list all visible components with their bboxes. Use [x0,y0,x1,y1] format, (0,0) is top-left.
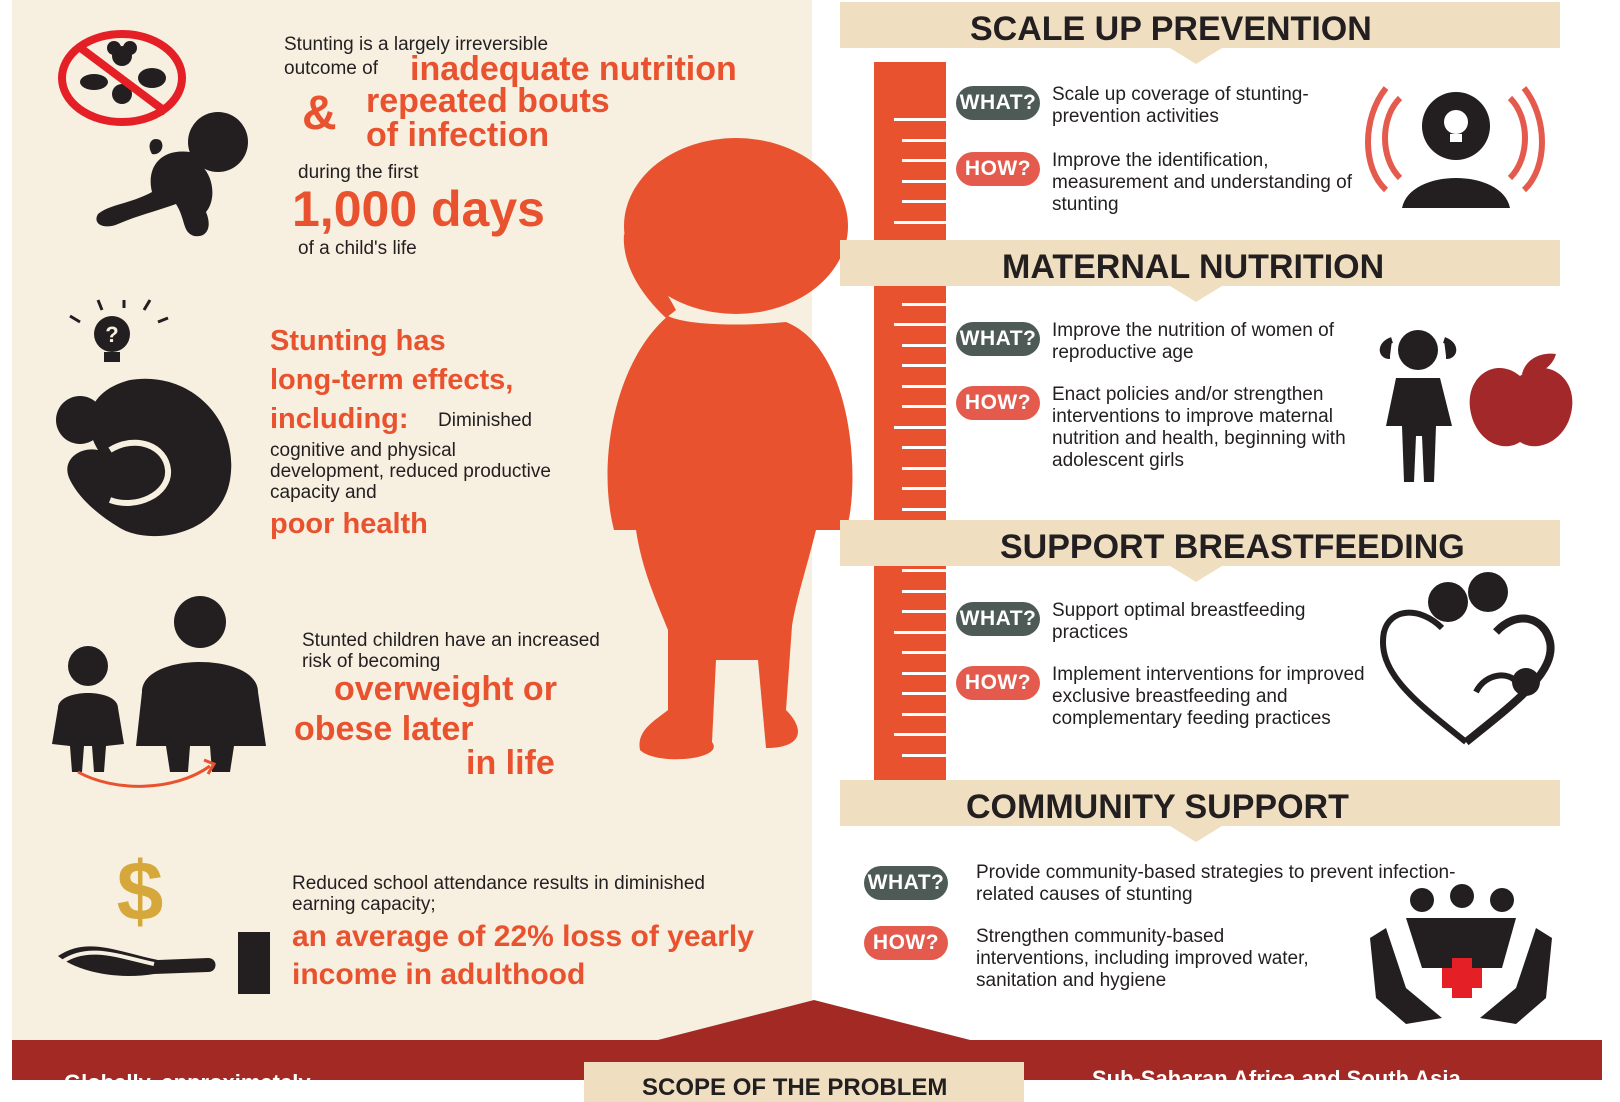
what-pill: WHAT? [956,86,1040,120]
poor-health-text: poor health [270,508,428,540]
dollar-hand-icon [58,840,278,990]
ruler-tick [894,118,946,121]
ruler-tick [902,139,946,142]
thousand-days-text: 1,000 days [292,181,545,237]
banner-support-breastfeeding [840,520,1560,566]
in-life-text: in life [466,744,555,782]
what-text: Support optimal breastfeeding practices [1052,600,1306,643]
ruler-tick [902,713,946,716]
ruler-tick [902,405,946,408]
what-text: Provide community-based strategies to prevent infection-related causes of stunting [976,862,1456,905]
footer-right-text: Sub-Saharan Africa and South Asia [1092,1066,1461,1091]
how-text: Enact policies and/or strengthen interventions to improve maternal nutrition and health, beginning with adolescent girls [1052,384,1346,471]
section-title: SCALE UP PREVENTION [970,10,1372,48]
heading-line-1: Stunting has [270,325,446,357]
how-pill: HOW? [956,152,1040,186]
how-text: Strengthen community-based interventions, including improved water, sanitation and hygiene [976,926,1309,991]
how-pill: HOW? [864,926,948,960]
ruler-tick [894,631,946,634]
section-title: SUPPORT BREASTFEEDING [1000,528,1465,566]
crawling-baby-icon [90,108,260,248]
repeated-bouts-line: repeated bouts [366,82,610,120]
ruler-tick [902,446,946,449]
of-infection-line: of infection [366,116,550,154]
section-title: MATERNAL NUTRITION [1002,248,1385,286]
how-text: Implement interventions for improved exclusive breastfeeding and complementary feeding practices [1052,664,1365,729]
footer-ribbon-text: SCOPE OF THE PROBLEM [642,1074,948,1101]
repeated-bouts-text [366,84,610,152]
how-pill: HOW? [956,386,1040,420]
overweight-risk-text: Stunted children have an increased risk of becoming [302,630,600,672]
ruler-tick [894,323,946,326]
effects-body-text: cognitive and physical development, reduced productive capacity and [270,440,551,503]
inadequate-nutrition-text: inadequate nutrition [410,50,737,88]
what-pill: WHAT? [956,322,1040,356]
how-text: Improve the identification, measurement and understanding of stunting [1052,150,1352,215]
head-bulb-icon [1370,78,1540,218]
ruler-tick [902,508,946,511]
ruler-tick [902,200,946,203]
ruler-tick [902,672,946,675]
banner-community-support [840,780,1560,826]
ruler-tick [902,159,946,162]
overweight-text: overweight or [334,670,557,708]
ruler-tick [894,733,946,736]
footer-peak [650,1000,978,1042]
ruler-tick [902,754,946,757]
child-and-adult-icon [44,596,284,786]
what-pill: WHAT? [956,602,1040,636]
footer-left-text: Globally, approximately [64,1070,311,1095]
footer-strip [12,1040,1602,1101]
what-text: Scale up coverage of stunting-prevention activities [1052,84,1309,127]
ruler-tick [902,303,946,306]
banner-scale-up-prevention [840,2,1560,48]
what-pill: WHAT? [864,866,948,900]
mother-child-heart-icon [1376,572,1566,752]
height-ruler [874,62,946,780]
ruler-tick [902,180,946,183]
heading-line-2: long-term effects, [270,364,514,396]
ruler-tick [902,487,946,490]
svg-text:$: $ [116,844,164,938]
ruler-tick [902,467,946,470]
ruler-tick [894,426,946,429]
ruler-tick [902,385,946,388]
diminished-text: Diminished [438,410,532,431]
obese-later-text: obese later [294,710,474,748]
svg-text:?: ? [105,322,119,347]
community-hands-icon [1366,888,1556,1028]
girl-icon [1376,326,1466,486]
section-title: COMMUNITY SUPPORT [966,788,1349,826]
banner-maternal-nutrition [840,240,1560,286]
ruler-tick [902,590,946,593]
thinking-head-icon [40,300,250,550]
income-loss-text: an average of 22% loss of yearly income in adulthood [292,920,754,991]
ruler-tick [894,221,946,224]
childs-life-text: of a child's life [298,238,417,259]
child-silhouette-icon [596,130,876,770]
during-first-text: during the first [298,162,419,183]
what-text: Improve the nutrition of women of reproductive age [1052,320,1334,363]
how-pill: HOW? [956,666,1040,700]
stunting-intro-text: Stunting is a largely irreversible [284,34,549,55]
ruler-tick [902,344,946,347]
outcome-of-text: outcome of [284,58,378,79]
footer-ribbon [584,1062,1024,1102]
ruler-tick [902,569,946,572]
heading-line-3: including: [270,403,409,435]
ruler-tick [902,610,946,613]
apple-icon [1466,346,1576,456]
school-attendance-text: Reduced school attendance results in diminished earning capacity; [292,873,705,915]
ampersand-text: & [302,87,337,140]
ruler-tick [902,692,946,695]
ruler-tick [902,651,946,654]
ruler-tick [902,364,946,367]
